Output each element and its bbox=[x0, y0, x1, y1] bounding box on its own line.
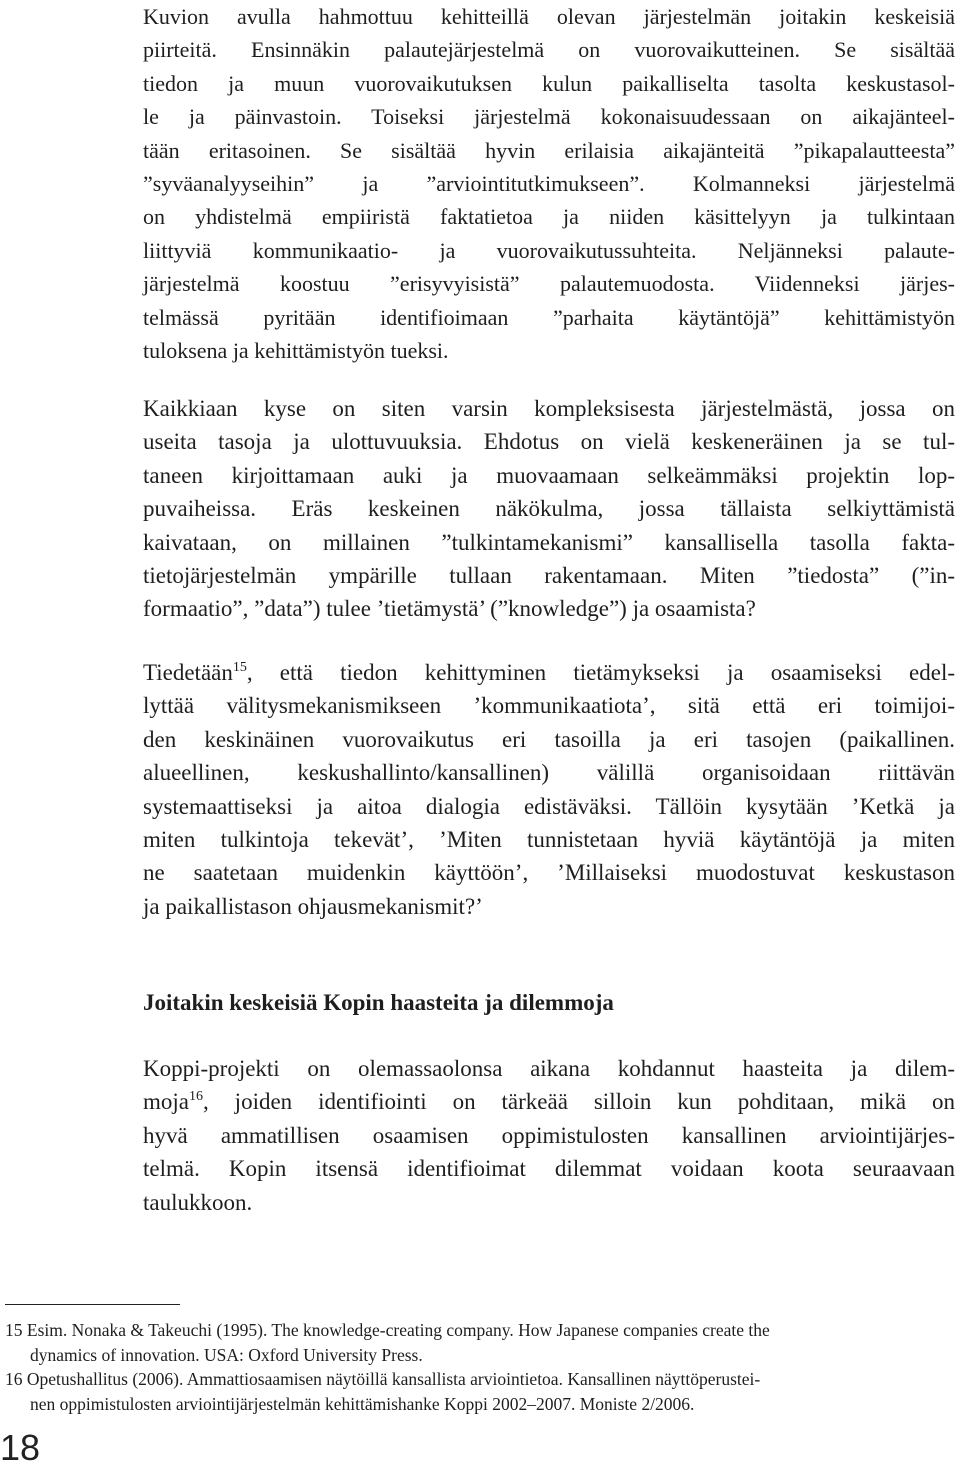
paragraph-line: taneen kirjoittamaan auki ja muovaamaan selkeämmäksi projektin lop- bbox=[143, 462, 955, 488]
footnote-15 bbox=[5, 1318, 940, 1367]
paragraph-line: den keskinäinen vuorovaikutus eri tasoilla ja eri tasojen (paikallinen. bbox=[143, 726, 955, 752]
paragraph-line: Koppi-projekti on olemassaolonsa aikana kohdannut haasteita ja dilem- bbox=[143, 1056, 955, 1081]
line-rest: , että tiedon kehittyminen tietämykseksi ja osaamiseksi edel- bbox=[246, 660, 955, 685]
footnote-ref-15: 15 bbox=[232, 660, 247, 675]
paragraph-line bbox=[143, 1085, 955, 1118]
paragraph-line: systemaattiseksi ja aitoa dialogia edistäväksi. Tällöin kysytään ’Ketkä ja bbox=[143, 793, 955, 819]
line-rest: , joiden identifiointi on tärkeää silloin kun pohditaan, mikä on bbox=[203, 1089, 955, 1115]
paragraph-line bbox=[143, 656, 955, 689]
paragraph-line: miten tulkintoja tekevät’, ’Miten tunnistetaan hyviä käytäntöjä ja miten bbox=[143, 827, 955, 853]
paragraph-line: alueellinen, keskushallinto/kansallinen) välillä organisoidaan riittävän bbox=[143, 760, 955, 786]
first-word: Tiedetään bbox=[143, 660, 233, 685]
paragraph-line: ”syväanalyyseihin” ja ”arviointitutkimukseen”. Kolmanneksi järjestelmä bbox=[143, 171, 955, 197]
paragraph-line: Kuvion avulla hahmottuu kehitteillä olevan järjestelmän joitakin keskeisiä bbox=[143, 4, 955, 29]
footnote-separator bbox=[5, 1304, 180, 1305]
line-start: moja bbox=[143, 1089, 189, 1115]
footnote-line: nen oppimistulosten arviointijärjestelmän kehittämishanke Koppi 2002–2007. Moniste 2/2006. bbox=[30, 1393, 695, 1414]
paragraph-1 bbox=[143, 0, 955, 367]
paragraph-line: tuloksena ja kehittämistyön tueksi. bbox=[143, 338, 449, 364]
paragraph-4 bbox=[143, 1052, 955, 1219]
paragraph-line: ne saatetaan muidenkin käyttöön’, ’Millaiseksi muodostuvat keskustason bbox=[143, 860, 955, 886]
paragraph-line: tiedon ja muun vuorovaikutuksen kulun paikalliselta tasolta keskustasol- bbox=[143, 70, 955, 96]
paragraph-line: liittyviä kommunikaatio- ja vuorovaikutussuhteita. Neljänneksi palaute- bbox=[143, 237, 955, 263]
footnote-16 bbox=[5, 1367, 940, 1416]
paragraph-line: lyttää välitysmekanismikseen ’kommunikaatiota’, sitä että eri toimijoi- bbox=[143, 693, 955, 719]
paragraph-3 bbox=[143, 656, 955, 923]
paragraph-line: kaivataan, on millainen ”tulkintamekanismi” kansallisella tasolla fakta- bbox=[143, 529, 955, 555]
paragraph-line: ja paikallistason ohjausmekanismit?’ bbox=[143, 893, 483, 919]
paragraph-line: taulukkoon. bbox=[143, 1189, 253, 1215]
paragraph-line: useita tasoja ja ulottuvuuksia. Ehdotus on vielä keskeneräinen ja se tul- bbox=[143, 429, 955, 455]
paragraph-line: tään eritasoinen. Se sisältää hyvin erilaisia aikajänteitä ”pikapalautteesta” bbox=[143, 137, 955, 163]
footnote-line: dynamics of innovation. USA: Oxford University Press. bbox=[30, 1344, 423, 1365]
paragraph-line: le ja päinvastoin. Toiseksi järjestelmä kokonaisuudessaan on aikajänteel- bbox=[143, 104, 955, 130]
paragraph-line: järjestelmä koostuu ”erisyvyisistä” palautemuodosta. Viidenneksi järjes- bbox=[143, 271, 955, 297]
paragraph-2 bbox=[143, 392, 955, 626]
paragraph-line: telmässä pyritään identifioimaan ”parhaita käytäntöjä” kehittämistyön bbox=[143, 304, 955, 330]
page-number: 18 bbox=[0, 1427, 41, 1468]
paragraph-line: telmä. Kopin itsensä identifioimat dilemmat voidaan koota seuraavaan bbox=[143, 1156, 955, 1182]
paragraph-line: piirteitä. Ensinnäkin palautejärjestelmä on vuorovaikutteinen. Se sisältää bbox=[143, 37, 955, 63]
footnote-line: 16 Opetushallitus (2006). Ammattiosaamisen näytöillä kansallista arviointietoa. Kansallinen näyttöperustei- bbox=[5, 1369, 761, 1389]
paragraph-line: formaatio”, ”data”) tulee ’tietämystä’ (”knowledge”) ja osaamista? bbox=[143, 596, 756, 622]
footnote-line: 15 Esim. Nonaka & Takeuchi (1995). The knowledge-creating company. How Japanese companies create the bbox=[5, 1320, 770, 1340]
section-heading: Joitakin keskeisiä Kopin haasteita ja dilemmoja bbox=[143, 990, 614, 1015]
paragraph-line: Kaikkiaan kyse on siten varsin kompleksisesta järjestelmästä, jossa on bbox=[143, 396, 955, 421]
paragraph-line: hyvä ammatillisen osaamisen oppimistulosten kansallinen arviointijärjes- bbox=[143, 1122, 955, 1148]
paragraph-line: tietojärjestelmän ympärille tullaan rakentamaan. Miten ”tiedosta” (”in- bbox=[143, 563, 955, 589]
footnote-ref-16: 16 bbox=[189, 1089, 203, 1105]
paragraph-line: puvaiheissa. Eräs keskeinen näkökulma, jossa tällaista selkiyttämistä bbox=[143, 496, 955, 522]
paragraph-line: on yhdistelmä empiiristä faktatietoa ja niiden käsittelyyn ja tulkintaan bbox=[143, 204, 955, 230]
